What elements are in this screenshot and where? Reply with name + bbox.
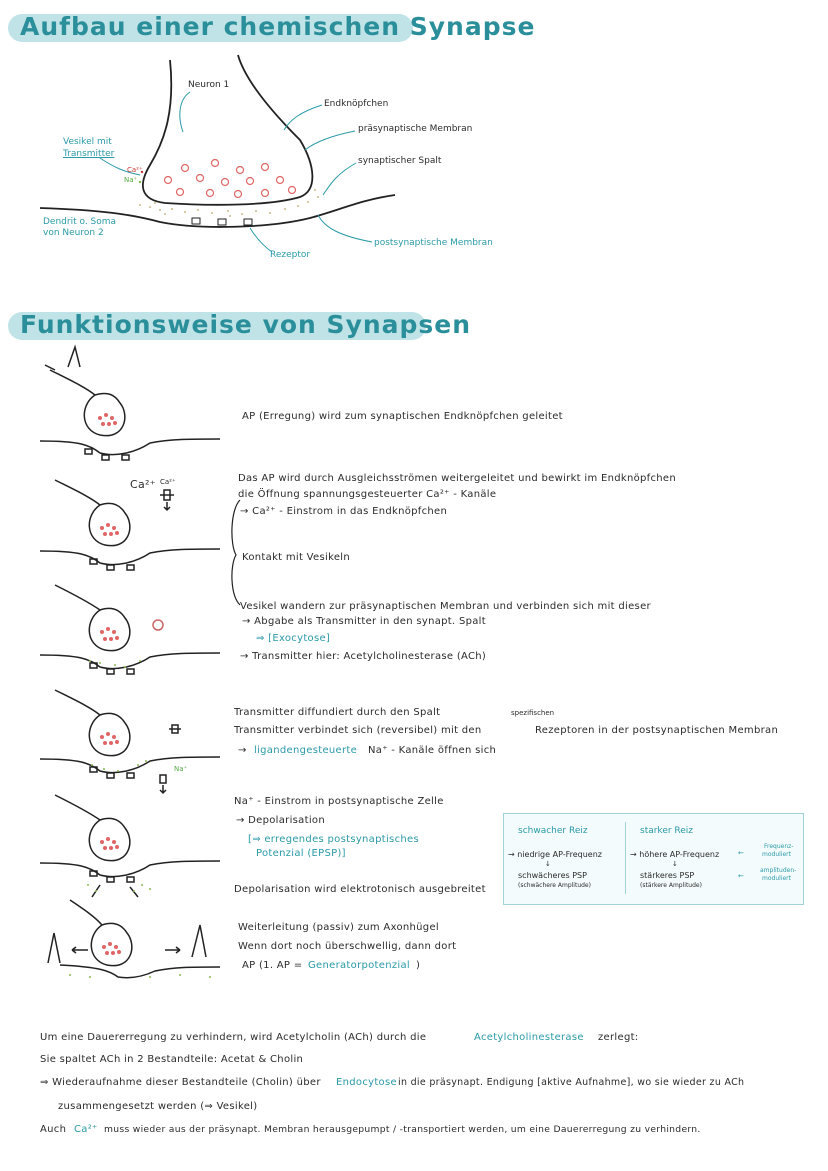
figure-ca-big: Ca²⁺ <box>130 478 156 491</box>
step5-c: [⇒ erregendes postsynaptisches <box>248 834 419 845</box>
step3-c: ⇒ [Exocytose] <box>256 633 331 644</box>
box-left-1: → niedrige AP-Frequenz <box>508 850 602 859</box>
step2-b: die Öffnung spannungsgesteuerter Ca²⁺ - Kanäle <box>238 489 497 500</box>
step-illustrations <box>30 345 250 985</box>
step2-d: Kontakt mit Vesikeln <box>242 552 350 563</box>
box-left-arrow: ↓ <box>545 860 551 868</box>
label-ca: Ca²⁺ <box>127 166 143 174</box>
box-right-2: stärkeres PSP <box>640 871 695 880</box>
section-title: Funktionsweise von Synapsen <box>20 310 472 339</box>
box-note1-a: Frequenz- <box>764 843 794 850</box>
step4-a: Transmitter diffundiert durch den Spalt <box>234 707 441 718</box>
box-note2-a: amplituden- <box>760 867 797 874</box>
figure-na-small: Na⁺ <box>174 765 188 773</box>
bottom-1-pre: Um eine Dauererregung zu verhindern, wird Acetylcholin (ACh) durch die <box>40 1032 427 1043</box>
box-left-3: (schwächere Amplitude) <box>518 882 591 889</box>
bottom-3-post: in die präsynapt. Endigung [aktive Aufnahme], wo sie wieder zu ACh <box>398 1077 745 1088</box>
step4-b-pre: Transmitter verbindet sich (reversibel) mit den <box>234 725 482 736</box>
step6-c-post: ) <box>416 960 421 971</box>
step3-a: Vesikel wandern zur präsynaptischen Membran und verbinden sich mit dieser <box>240 601 651 612</box>
step4-c-post: Na⁺ - Kanäle öffnen sich <box>368 745 497 756</box>
label-vesikel-1: Vesikel mit <box>63 137 112 147</box>
bottom-4: zusammengesetzt werden (⇒ Vesikel) <box>58 1101 258 1112</box>
label-endknoepfchen: Endknöpfchen <box>324 99 389 109</box>
figure-ca-small: Ca²⁺ <box>160 478 176 486</box>
step5-b: → Depolarisation <box>236 815 325 826</box>
bottom-3-teal: Endocytose <box>336 1077 397 1088</box>
bottom-1-post: zerlegt: <box>598 1032 639 1043</box>
label-postsyn: postsynaptische Membran <box>374 238 493 248</box>
box-right-1: → höhere AP-Frequenz <box>630 850 720 859</box>
label-vesikel-2: Transmitter <box>63 149 115 159</box>
box-divider <box>625 822 626 894</box>
step5-a: Na⁺ - Einstrom in postsynaptische Zelle <box>234 796 444 807</box>
box-right-title: starker Reiz <box>640 826 694 836</box>
step2-a: Das AP wird durch Ausgleichsströmen weitergeleitet und bewirkt im Endknöpfchen <box>238 473 677 484</box>
bottom-5-pre: Auch <box>40 1124 67 1135</box>
bottom-1-teal: Acetylcholinesterase <box>474 1032 584 1043</box>
box-left-2: schwächeres PSP <box>518 871 587 880</box>
step6-b: Wenn dort noch überschwellig, dann dort <box>238 941 457 952</box>
box-note1-b: moduliert <box>762 851 791 858</box>
label-na: Na⁺ <box>124 176 138 184</box>
step4-c-teal: ligandengesteuerte <box>254 745 358 756</box>
label-dendrit-2: von Neuron 2 <box>43 228 104 238</box>
box-right-arrow: ↓ <box>672 860 678 868</box>
bottom-5-teal: Ca²⁺ <box>74 1124 98 1135</box>
step4-c-pre: → <box>238 745 247 756</box>
box-left-title: schwacher Reiz <box>518 826 588 836</box>
bottom-5-post: muss wieder aus der präsynapt. Membran herausgepumpt / -transportiert werden, um eine Dauererregung zu verhindern. <box>104 1124 701 1135</box>
box-note1-arrow: ← <box>738 849 744 857</box>
bottom-2: Sie spaltet ACh in 2 Bestandteile: Acetat & Cholin <box>40 1054 304 1065</box>
step6-c-teal: Generatorpotenzial <box>308 960 410 971</box>
step1: AP (Erregung) wird zum synaptischen Endknöpfchen geleitet <box>242 411 563 422</box>
step3-b: → Abgabe als Transmitter in den synapt. Spalt <box>242 616 486 627</box>
box-right-3: (stärkere Amplitude) <box>640 882 702 889</box>
step3-d: → Transmitter hier: Acetylcholinesterase (ACh) <box>240 651 487 662</box>
label-spalt: synaptischer Spalt <box>358 156 442 166</box>
step5-d: Potenzial (EPSP)] <box>256 848 346 859</box>
page-title: Aufbau einer chemischen Synapse <box>20 12 536 41</box>
box-note2-b: moduliert <box>762 875 791 882</box>
step5-e: Depolarisation wird elektrotonisch ausgebreitet <box>234 884 486 895</box>
label-rezeptor: Rezeptor <box>270 250 311 260</box>
label-neuron1: Neuron 1 <box>188 80 230 90</box>
box-note2-arrow: ← <box>738 872 744 880</box>
bottom-3-pre: ⇒ Wiederaufnahme dieser Bestandteile (Cholin) über <box>40 1077 321 1088</box>
step6-c-pre: AP (1. AP = <box>242 960 303 971</box>
step6-a: Weiterleitung (passiv) zum Axonhügel <box>238 922 439 933</box>
step4-b-note: spezifischen <box>511 709 555 717</box>
step2-c: → Ca²⁺ - Einstrom in das Endknöpfchen <box>240 506 448 517</box>
label-dendrit-1: Dendrit o. Soma <box>43 217 117 227</box>
label-praesyn: präsynaptische Membran <box>358 124 473 134</box>
step4-b-post: Rezeptoren in der postsynaptischen Membran <box>535 725 779 736</box>
